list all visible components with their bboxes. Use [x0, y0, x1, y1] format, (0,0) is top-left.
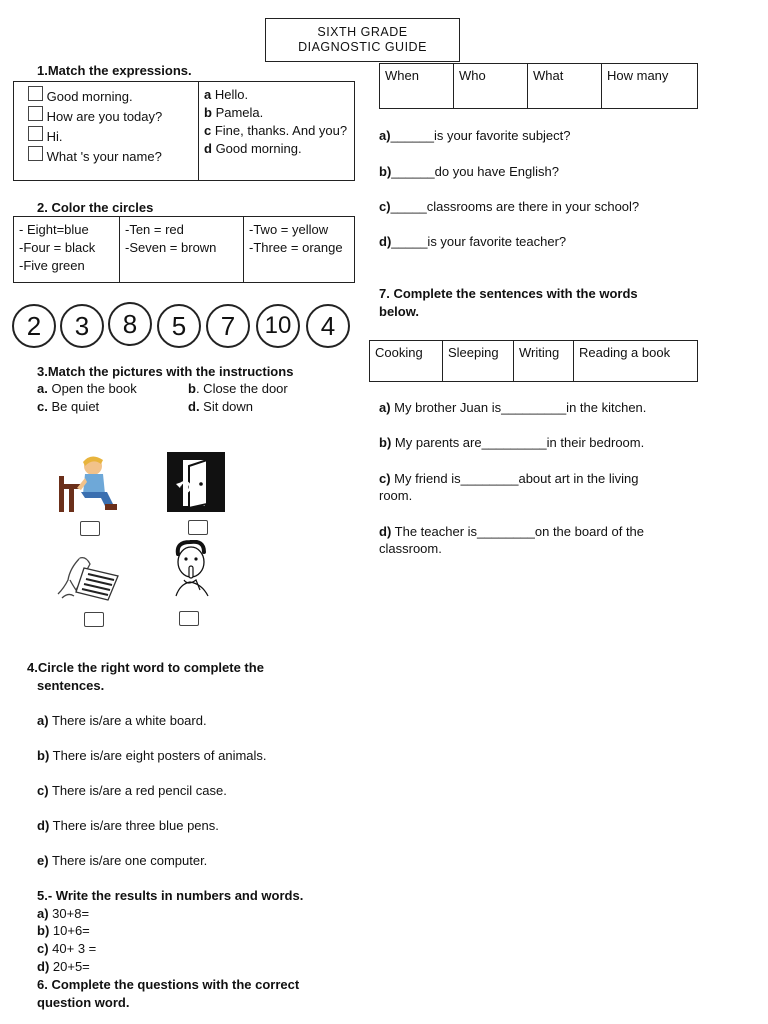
color-key-item: - Eight=blue — [19, 222, 89, 237]
response-letter: b — [204, 105, 212, 120]
expression-row — [28, 86, 198, 106]
response-row — [204, 86, 354, 104]
instruction-text: . Close the door — [195, 381, 288, 396]
sentence-item — [37, 817, 219, 835]
response-row — [204, 122, 354, 140]
section1-heading: 1.Match the expressions. — [37, 63, 192, 78]
response-text: Good morning. — [211, 141, 302, 156]
complete-sentence-text: My brother Juan is_________in the kitchen. — [390, 400, 647, 415]
question-text: _____classrooms are there in your school? — [390, 199, 640, 214]
expression-text: How are you today? — [46, 109, 163, 124]
question-letter: d) — [379, 234, 392, 249]
question-words-table — [379, 63, 698, 109]
section6-heading-line1: 6. Complete the questions with the correct — [37, 977, 300, 992]
expression-row — [28, 106, 198, 126]
response-row — [204, 104, 354, 122]
color-key-table — [13, 216, 355, 283]
question-word-cell: Who — [454, 64, 528, 109]
question-word-cell: How many — [602, 64, 698, 109]
math-text: 20+5= — [49, 959, 90, 974]
math-text: 40+ 3 = — [48, 941, 97, 956]
instruction-a — [37, 380, 137, 398]
complete-sentence-item — [379, 434, 644, 452]
question-text: ______do you have English? — [391, 164, 559, 179]
title-line-2: DIAGNOSTIC GUIDE — [298, 40, 427, 54]
section4-heading-line2: sentences. — [37, 678, 105, 693]
instruction-text: Open the book — [47, 381, 137, 396]
color-key-item: -Five green — [19, 258, 85, 273]
sentence-item — [37, 712, 207, 730]
response-letter: d — [204, 141, 212, 156]
color-key-item: -Four = black — [19, 240, 96, 255]
section6-heading-line2: question word. — [37, 995, 130, 1010]
question-item — [379, 233, 566, 251]
open-book-picture — [56, 554, 122, 604]
response-text: Pamela. — [211, 105, 264, 120]
response-text: Fine, thanks. And you? — [211, 123, 348, 138]
math-letter: b) — [37, 923, 50, 938]
complete-sentence-letter: c) — [379, 471, 391, 486]
instruction-letter: a. — [37, 381, 48, 396]
math-text: 30+8= — [48, 906, 90, 921]
complete-sentence-item — [379, 523, 644, 541]
complete-sentence-letter: d) — [379, 524, 392, 539]
activity-word-cell: Cooking — [370, 341, 443, 382]
complete-sentence-continuation: classroom. — [379, 541, 442, 556]
answer-checkbox[interactable] — [28, 126, 43, 141]
color-key-col1 — [14, 217, 120, 283]
color-key-item: -Two = yellow — [249, 222, 329, 237]
expression-row — [28, 146, 198, 166]
color-key-col3 — [244, 217, 355, 283]
math-item — [37, 958, 90, 976]
number-circle[interactable]: 10 — [256, 304, 300, 348]
close-door-picture — [167, 452, 225, 512]
response-row — [204, 140, 354, 158]
complete-sentence-text: My parents are_________in their bedroom. — [391, 435, 645, 450]
response-letter: c — [204, 123, 212, 138]
complete-sentence-item — [379, 470, 638, 488]
sit-down-picture — [55, 452, 125, 514]
section4-heading-line1: 4.Circle the right word to complete the — [27, 660, 264, 675]
match-expressions-table — [13, 81, 355, 181]
sentence-item — [37, 852, 207, 870]
title-line-1: SIXTH GRADE — [317, 25, 408, 39]
sentence-letter: d) — [37, 818, 50, 833]
instruction-text: Sit down — [199, 399, 254, 414]
color-key-item: -Three = orange — [249, 240, 343, 255]
math-letter: d) — [37, 959, 50, 974]
sentence-text: There is/are a white board. — [48, 713, 207, 728]
number-circle[interactable]: 5 — [157, 304, 201, 348]
expression-text: What 's your name? — [46, 149, 162, 164]
activity-words-table — [369, 340, 698, 382]
response-letter: a — [204, 87, 212, 102]
number-circle[interactable]: 4 — [306, 304, 350, 348]
picture-answer-box[interactable] — [84, 612, 104, 627]
number-circle[interactable]: 7 — [206, 304, 250, 348]
answer-checkbox[interactable] — [28, 86, 43, 101]
picture-answer-box[interactable] — [188, 520, 208, 535]
expression-text: Hi. — [46, 129, 63, 144]
expressions-right-cell — [199, 82, 355, 181]
section2-heading: 2. Color the circles — [37, 200, 154, 215]
section7-heading-line2: below. — [379, 304, 419, 319]
math-item — [37, 905, 89, 923]
sentence-letter: c) — [37, 783, 49, 798]
question-word-cell: What — [528, 64, 602, 109]
instruction-b — [188, 380, 288, 398]
sentence-letter: e) — [37, 853, 49, 868]
complete-sentence-continuation: room. — [379, 488, 413, 503]
expression-row — [28, 126, 198, 146]
sentence-text: There is/are three blue pens. — [49, 818, 219, 833]
math-item — [37, 940, 96, 958]
response-text: Hello. — [211, 87, 249, 102]
activity-word-cell: Reading a book — [574, 341, 698, 382]
complete-sentence-text: The teacher is________on the board of the — [391, 524, 645, 539]
activity-word-cell: Sleeping — [443, 341, 514, 382]
question-letter: b) — [379, 164, 392, 179]
section3-heading: 3.Match the pictures with the instructions — [37, 364, 294, 379]
sentence-text: There is/are a red pencil case. — [48, 783, 227, 798]
instruction-letter: c. — [37, 399, 48, 414]
question-text: ______is your favorite subject? — [390, 128, 571, 143]
color-key-col2 — [120, 217, 244, 283]
question-item — [379, 198, 639, 216]
sentence-letter: b) — [37, 748, 50, 763]
math-text: 10+6= — [49, 923, 90, 938]
question-letter: a) — [379, 128, 391, 143]
section7-heading-line1: 7. Complete the sentences with the words — [379, 286, 638, 301]
question-word-cell: When — [380, 64, 454, 109]
color-key-item: -Ten = red — [125, 222, 184, 237]
number-circle[interactable]: 3 — [60, 304, 104, 348]
instruction-text: Be quiet — [47, 399, 100, 414]
question-letter: c) — [379, 199, 391, 214]
picture-answer-box[interactable] — [179, 611, 199, 626]
sentence-letter: a) — [37, 713, 49, 728]
complete-sentence-letter: b) — [379, 435, 392, 450]
math-item — [37, 922, 90, 940]
instruction-letter: b — [188, 381, 196, 396]
complete-sentence-letter: a) — [379, 400, 391, 415]
sentence-text: There is/are one computer. — [48, 853, 208, 868]
number-circle[interactable]: 2 — [12, 304, 56, 348]
answer-checkbox[interactable] — [28, 106, 43, 121]
math-letter: c) — [37, 941, 49, 956]
instruction-d — [188, 398, 253, 416]
color-key-item: -Seven = brown — [125, 240, 217, 255]
sentence-item — [37, 782, 227, 800]
activity-word-cell: Writing — [514, 341, 574, 382]
instruction-c — [37, 398, 99, 416]
question-text: _____is your favorite teacher? — [391, 234, 567, 249]
title-box — [265, 18, 460, 62]
sentence-item — [37, 747, 267, 765]
expression-text: Good morning. — [46, 89, 133, 104]
complete-sentence-item — [379, 399, 646, 417]
be-quiet-picture — [170, 540, 214, 598]
math-letter: a) — [37, 906, 49, 921]
section5-heading: 5.- Write the results in numbers and words. — [37, 888, 304, 903]
sentence-text: There is/are eight posters of animals. — [49, 748, 267, 763]
instruction-letter: d. — [188, 399, 200, 414]
picture-answer-box[interactable] — [80, 521, 100, 536]
number-circle[interactable]: 8 — [108, 302, 152, 346]
question-item — [379, 163, 559, 181]
question-item — [379, 127, 571, 145]
expressions-left-cell — [14, 82, 199, 181]
complete-sentence-text: My friend is________about art in the living — [390, 471, 639, 486]
answer-checkbox[interactable] — [28, 146, 43, 161]
